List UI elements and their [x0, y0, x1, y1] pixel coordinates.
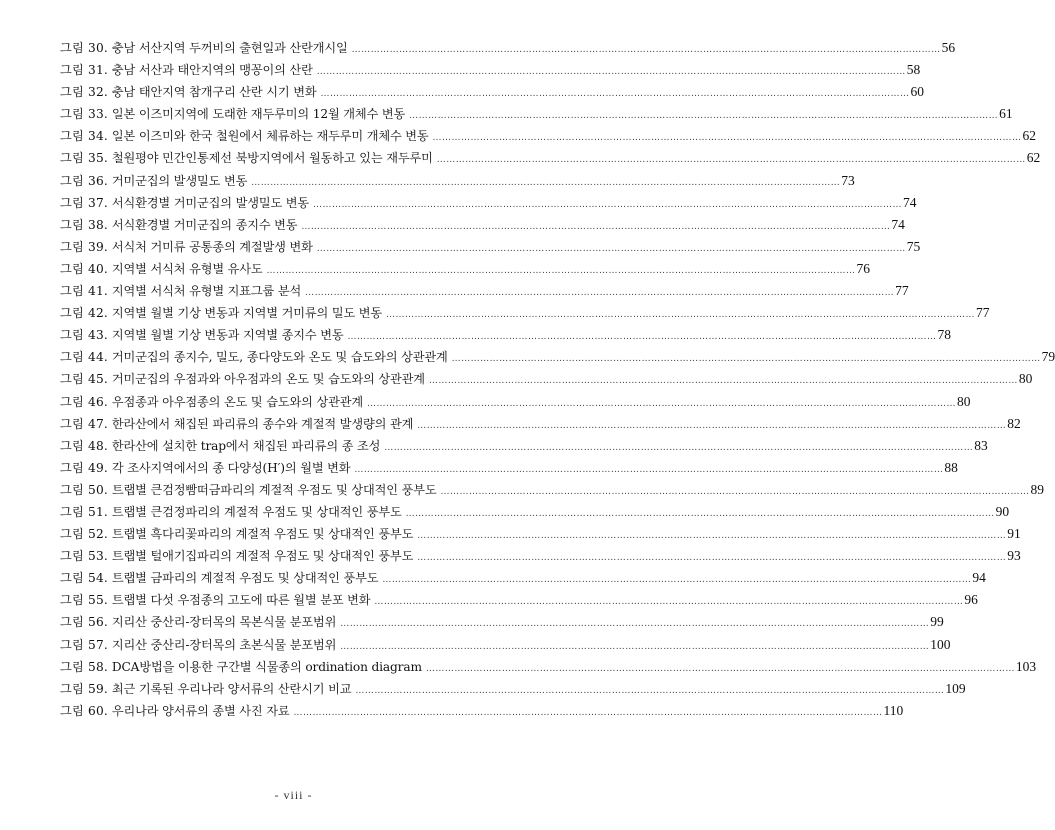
dot-leader	[409, 105, 998, 127]
figure-label: 그림 48.	[60, 438, 109, 453]
figure-title: 트랩별 큰검정파리의 계절적 우점도 및 상대적인 풍부도	[111, 504, 402, 519]
figure-title: 지리산 중산리-장터목의 목본식물 분포범위	[111, 615, 337, 630]
figure-label: 그림 31.	[60, 63, 109, 78]
figure-page-number: 56	[941, 40, 956, 55]
figure-page-number: 75	[906, 238, 921, 254]
figure-label: 그림 52.	[60, 527, 109, 542]
figure-title: 서식환경별 거미군집의 종지수 변동	[111, 217, 298, 232]
figure-label: 그림 50.	[60, 482, 109, 497]
dot-leader	[429, 370, 1018, 392]
dot-leader	[374, 591, 963, 613]
figure-page-number: 89	[1030, 481, 1044, 497]
toc-entry[interactable]	[60, 634, 951, 656]
dot-leader	[320, 83, 909, 105]
figure-title: 거미군집의 종지수, 밀도, 종다양도와 온도 및 습도와의 상관관계	[111, 350, 448, 365]
dot-leader	[437, 149, 1026, 171]
figure-page-number: 78	[937, 327, 951, 343]
dot-leader	[417, 415, 1006, 437]
toc-entry[interactable]	[60, 81, 924, 103]
figure-title: 우리나라 양서류의 종별 사진 자료	[111, 703, 290, 718]
figure-page-number: 62	[1026, 150, 1041, 166]
figure-title: 트랩별 다섯 우점종의 고도에 따른 월별 분포 변화	[111, 593, 371, 608]
figure-page-number: 58	[906, 62, 921, 78]
toc-entry[interactable]	[60, 192, 917, 214]
dot-leader	[317, 61, 906, 83]
figure-page-number: 73	[841, 172, 855, 188]
figure-label: 그림 34.	[60, 129, 109, 144]
figure-title: 지역별 월별 기상 변동과 지역별 거미류의 밀도 변동	[111, 306, 383, 321]
figure-label: 그림 40.	[60, 261, 109, 276]
dot-leader	[313, 194, 902, 216]
toc-entry[interactable]	[60, 368, 1033, 390]
figure-title: 트랩별 털애기집파리의 계절적 우점도 및 상대적인 풍부도	[111, 549, 414, 564]
figure-label: 그림 37.	[60, 195, 109, 210]
figure-title: 지역별 서식처 유형별 유사도	[111, 261, 263, 276]
toc-entry[interactable]	[60, 589, 978, 611]
dot-leader	[426, 658, 1015, 680]
figure-title: 서식환경별 거미군집의 발생밀도 변동	[111, 195, 310, 210]
dot-leader	[452, 348, 1041, 370]
figure-label: 그림 32.	[60, 85, 109, 100]
toc-entry[interactable]	[60, 346, 1055, 368]
figure-page-number: 88	[944, 459, 958, 475]
figure-page-number: 94	[972, 570, 986, 586]
toc-entry[interactable]	[60, 302, 990, 324]
toc-entry[interactable]	[60, 391, 971, 413]
figure-title: 충남 태안지역 참개구리 산란 시기 변화	[111, 85, 317, 100]
figure-page-number: 74	[891, 216, 905, 232]
figure-title: 트랩별 흑다리꽃파리의 계절적 우점도 및 상대적인 풍부도	[111, 527, 414, 542]
figure-page-number: 60	[910, 84, 924, 100]
dot-leader	[433, 127, 1022, 149]
figure-label: 그림 43.	[60, 328, 109, 343]
figure-page-number: 93	[1007, 548, 1021, 564]
figure-page-number: 77	[976, 305, 990, 321]
dot-leader	[354, 459, 943, 481]
toc-entry[interactable]	[60, 103, 1013, 125]
toc-entry[interactable]	[60, 59, 921, 81]
dot-leader	[417, 547, 1006, 569]
toc-entry[interactable]	[60, 678, 966, 700]
figure-label: 그림 56.	[60, 615, 109, 630]
figure-page-number: 61	[999, 106, 1013, 122]
figure-label: 그림 39.	[60, 239, 109, 254]
figure-title: 트랩별 큰검정빰떠금파리의 계절적 우점도 및 상대적인 풍부도	[111, 482, 437, 497]
figure-title: 거미군집의 발생밀도 변동	[111, 173, 248, 188]
figure-title: 한라산에서 채집된 파리류의 종수와 계절적 발생량의 관계	[111, 416, 414, 431]
figure-page-number: 82	[1007, 415, 1021, 431]
toc-entry[interactable]	[60, 214, 905, 236]
dot-leader	[440, 481, 1029, 503]
figure-page-number: 76	[856, 260, 871, 276]
figure-label: 그림 54.	[60, 571, 109, 586]
figure-page-number: 103	[1015, 658, 1037, 674]
toc-entry[interactable]	[60, 324, 951, 346]
figure-title: 충남 서산과 태안지역의 맹꽁이의 산란	[111, 63, 313, 78]
toc-entry[interactable]	[60, 258, 871, 280]
figure-label: 그림 47.	[60, 416, 109, 431]
toc-entry[interactable]	[60, 700, 904, 722]
figure-page-number: 110	[883, 702, 904, 718]
figure-label: 그림 44.	[60, 350, 109, 365]
figure-label: 그림 57.	[60, 637, 109, 652]
toc-entry[interactable]	[60, 523, 1021, 545]
toc-entry[interactable]	[60, 567, 986, 589]
figure-page-number: 109	[945, 680, 966, 696]
figure-label: 그림 53.	[60, 549, 109, 564]
toc-entry[interactable]	[60, 656, 1037, 678]
figure-label: 그림 58.	[60, 659, 109, 674]
figure-label: 그림 59.	[60, 681, 109, 696]
figure-label: 그림 30.	[60, 41, 109, 55]
figure-label: 그림 60.	[60, 703, 109, 718]
figure-page-number: 90	[995, 503, 1010, 519]
figure-title: 지역별 서식처 유형별 지표그룹 분석	[111, 284, 302, 299]
figure-label: 그림 49.	[60, 460, 109, 475]
figure-page-number: 100	[930, 636, 951, 652]
figure-title: 일본 이즈미와 한국 철원에서 체류하는 재두루미 개체수 변동	[111, 129, 429, 144]
toc-entry[interactable]	[60, 280, 909, 302]
figure-title: 서식처 거미류 공통종의 계절발생 변화	[111, 239, 313, 254]
toc-entry[interactable]	[60, 413, 1021, 435]
figure-title: 거미군집의 우점과와 아우점과의 온도 및 습도와의 상관관계	[111, 372, 425, 387]
figure-title: 한라산에 설치한 trap에서 채집된 파리류의 종 조성	[111, 438, 381, 453]
dot-leader	[386, 304, 975, 326]
toc-entry[interactable]	[60, 147, 1041, 169]
figure-title: 트랩별 금파리의 계절적 우점도 및 상대적인 풍부도	[111, 571, 379, 586]
dot-leader	[301, 216, 890, 238]
dot-leader	[355, 680, 944, 702]
dot-leader	[340, 613, 929, 635]
toc-entry[interactable]	[60, 125, 1037, 147]
dot-leader	[352, 39, 941, 61]
figure-page-number: 91	[1007, 526, 1021, 542]
figure-page-number: 79	[1041, 349, 1055, 365]
dot-leader	[267, 260, 856, 282]
toc-entry[interactable]	[60, 457, 958, 479]
toc-entry[interactable]	[60, 37, 956, 59]
dot-leader	[382, 569, 971, 591]
figure-title: 지역별 월별 기상 변동과 지역별 종지수 변동	[111, 328, 344, 343]
figure-label: 그림 36.	[60, 173, 109, 188]
figure-page-number: 77	[895, 283, 909, 299]
dot-leader	[305, 282, 894, 304]
figure-label: 그림 35.	[60, 151, 109, 166]
figure-title: 지리산 중산리-장터목의 초본식물 분포범위	[111, 637, 337, 652]
toc-entry[interactable]	[60, 501, 1010, 523]
figure-title: 철원평야 민간인통제선 북방지역에서 월동하고 있는 재두루미	[111, 151, 433, 166]
figure-title: 우점종과 아우점종의 온도 및 습도와의 상관관계	[111, 394, 363, 409]
figure-title: 충남 서산지역 두꺼비의 출현일과 산란개시일	[111, 41, 348, 55]
figure-label: 그림 51.	[60, 504, 109, 519]
toc-entry[interactable]	[60, 435, 988, 457]
toc-entry[interactable]	[60, 236, 921, 258]
figure-page-number: 62	[1022, 128, 1037, 144]
dot-leader	[367, 393, 956, 415]
figure-page-number: 80	[956, 393, 971, 409]
dot-leader	[340, 636, 929, 658]
figure-page-number: 99	[930, 614, 944, 630]
toc-entry[interactable]	[60, 170, 855, 192]
figure-page-number: 83	[974, 437, 988, 453]
figure-title: 각 조사지역에서의 종 다양성(H′)의 월별 변화	[111, 460, 351, 475]
dot-leader	[347, 326, 936, 348]
toc-entry[interactable]	[60, 545, 1021, 567]
figure-title: 일본 이즈미지역에 도래한 재두루미의 12월 개체수 변동	[111, 107, 406, 122]
figure-label: 그림 55.	[60, 593, 109, 608]
figure-label: 그림 33.	[60, 107, 109, 122]
figure-page-number: 96	[964, 592, 978, 608]
figure-title: DCA방법을 이용한 구간별 식물종의 ordination diagram	[111, 659, 422, 674]
toc-entry[interactable]	[60, 479, 1044, 501]
figure-label: 그림 45.	[60, 372, 109, 387]
dot-leader	[251, 172, 840, 194]
figure-label: 그림 41.	[60, 284, 109, 299]
dot-leader	[294, 702, 883, 724]
page-number: - viii -	[274, 788, 313, 802]
figure-page-number: 80	[1018, 371, 1033, 387]
figure-list	[60, 37, 1055, 722]
toc-entry[interactable]	[60, 611, 944, 633]
dot-leader	[317, 238, 906, 260]
dot-leader	[417, 525, 1006, 547]
figure-label: 그림 38.	[60, 217, 109, 232]
figure-title: 최근 기록된 우리나라 양서류의 산란시기 비교	[111, 681, 352, 696]
dot-leader	[384, 437, 973, 459]
figure-label: 그림 46.	[60, 394, 109, 409]
figure-label: 그림 42.	[60, 306, 109, 321]
dot-leader	[406, 503, 995, 525]
figure-page-number: 74	[903, 194, 917, 210]
